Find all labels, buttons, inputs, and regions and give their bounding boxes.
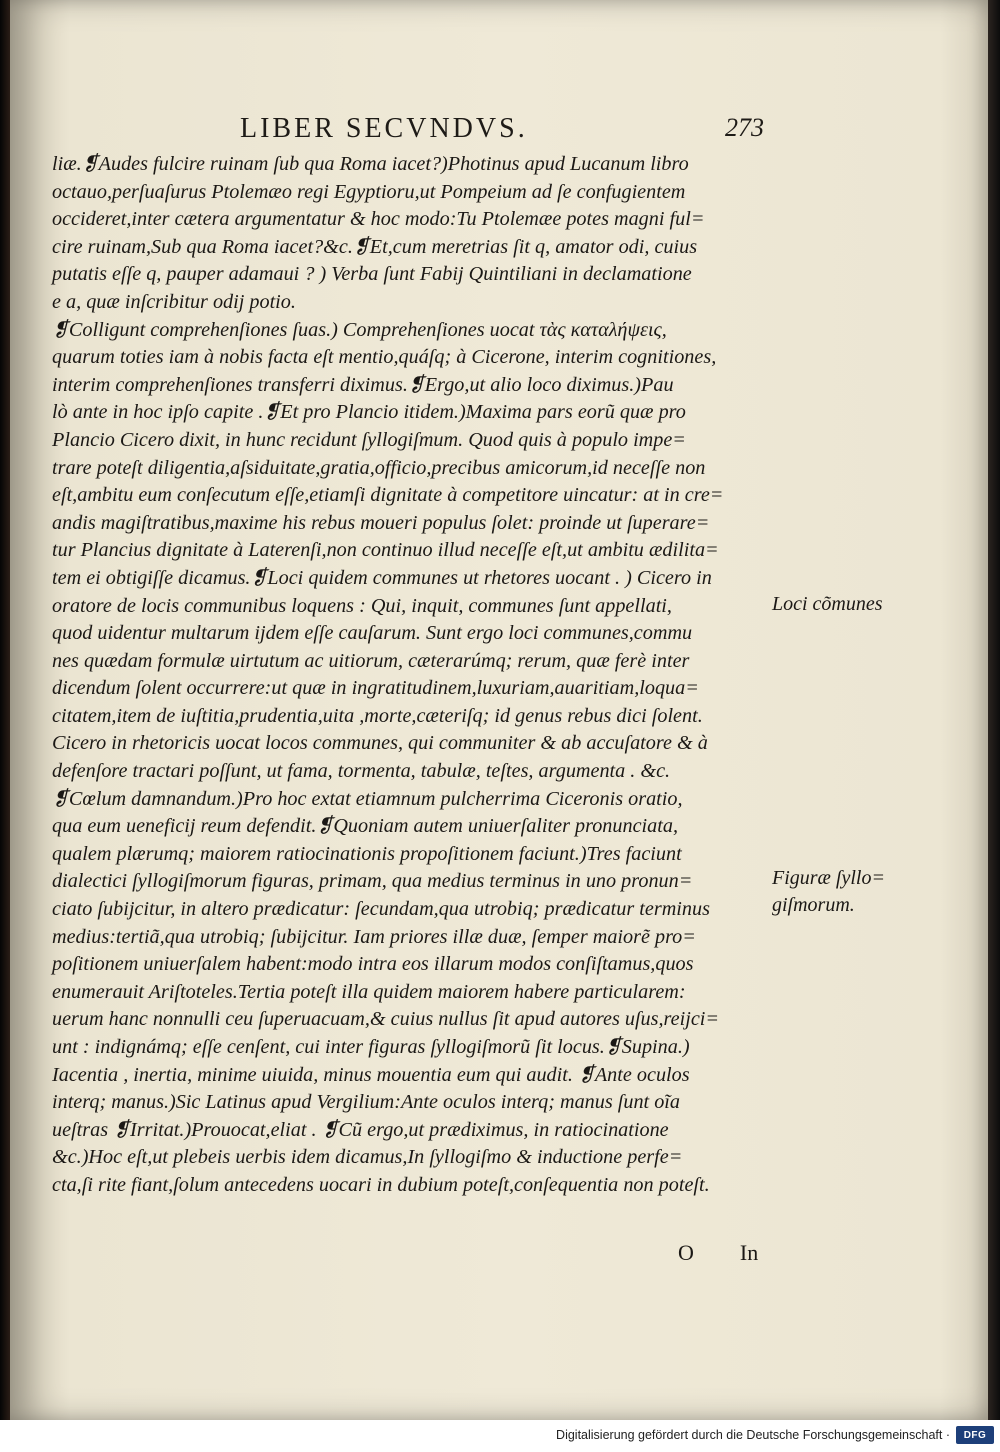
- text-line: putatis eſſe q, pauper adamaui ? ) Verba ſunt Fabij Quintiliani in declamatione: [52, 263, 692, 286]
- text-line: Cicero in rhetoricis uocat locos communes, qui communiter & ab accuſatore & à: [52, 732, 708, 755]
- text-line: lò ante in hoc ipſo capite .❡Et pro Plancio itidem.)Maxima pars eorũ quæ pro: [52, 401, 686, 424]
- scan-right-edge: [988, 0, 1000, 1420]
- page-number: 273: [725, 113, 764, 142]
- scan-left-edge: [0, 0, 10, 1452]
- text-line: unt : indignámq; eſſe cenſent, cui inter figuras ſyllogiſmorũ ſit locus.❡Supina.): [52, 1036, 690, 1058]
- text-line: trare poteſt diligentia,aſsiduitate,gratia,officio,precibus amicorum,id neceſſe non: [52, 456, 706, 479]
- text-line: ❡Cœlum damnandum.)Pro hoc extat etiamnum pulcherrima Ciceronis oratio,: [52, 787, 683, 810]
- text-line: oratore de locis communibus loquens : Qui, inquit, communes ſunt appellati,: [52, 594, 672, 617]
- margin-note-figurae-syllogismorum: [772, 865, 885, 919]
- text-line: interq; manus.)Sic Latinus apud Vergilium:Ante oculos interq; manus ſunt oĩa: [52, 1091, 681, 1114]
- text-line: medius:tertiã,qua utrobiq; ſubijcitur. Iam priores illæ duæ, ſemper maiorẽ pro=: [52, 925, 696, 948]
- text-line: &c.)Hoc eſt,ut plebeis uerbis idem dicamus,In ſyllogiſmo & inductione perfe=: [52, 1146, 683, 1169]
- text-line: qua eum ueneficij reum defendit.❡Quoniam autem uniuerſaliter pronunciata,: [52, 815, 678, 838]
- text-line: dialectici ſyllogiſmorum figuras, primam, qua medius terminus in uno pronun=: [52, 870, 693, 893]
- text-line: cta,ſi rite fiant,ſolum antecedens uocari in dubium poteſt,conſequentia non poteſt.: [52, 1173, 710, 1196]
- catchword: In: [739, 1240, 759, 1265]
- text-line: e a, quæ inſcribitur odij potio.: [52, 290, 296, 313]
- text-line: eſt,ambitu eum conſecutum eſſe,etiamſi dignitate à competitore uincatur: at in cre=: [52, 484, 724, 507]
- text-line: enumerauit Ariſtoteles.Tertia poteſt illa quidem maiorem habere particularem:: [52, 980, 686, 1003]
- text-line: defenſore tractari poſſunt, ut fama, tormenta, tabulæ, teſtes, argumenta . &c.: [52, 760, 671, 783]
- text-line: occideret,inter cætera argumentatur & hoc modo:Tu Ptolemæe potes magni ful=: [52, 208, 705, 231]
- book-page: [10, 0, 988, 1420]
- text-line: liæ.❡Audes fulcire ruinam ſub qua Roma iacet?)Photinus apud Lucanum libro: [52, 153, 689, 175]
- text-line: quod uidentur multarum ijdem eſſe cauſarum. Sunt ergo loci communes,commu: [52, 622, 693, 645]
- running-head: LIBER SECVNDVS.: [240, 113, 528, 144]
- text-line: qualem plærumq; maiorem ratiocinationis propoſitionem faciunt.)Tres faciunt: [52, 842, 682, 865]
- text-line: uerum hanc nonnulli ceu ſuperuacuam,& cuius nullus ſit apud autores uſus,reijci=: [52, 1008, 720, 1031]
- text-line: andis magiſtratibus,maxime his rebus moueri populus ſolet: proinde ut ſuperare=: [52, 511, 710, 534]
- text-line: octauo,perſuaſurus Ptolemæo regi Egyptioru,ut Pompeium ad ſe confugientem: [52, 180, 686, 203]
- margin-note-text: Figuræ ſyllo=: [772, 867, 885, 889]
- text-line: dicendum ſolent occurrere:ut quæ in ingratitudinem,luxuriam,auaritiam,loqua=: [52, 677, 699, 700]
- dfg-logo: [956, 1426, 994, 1444]
- text-line: ciato ſubijcitur, in altero prædicatur: ſecundam,qua utrobiq; prædicatur terminus: [52, 898, 710, 921]
- text-line: tem ei obtigiſſe dicamus.❡Loci quidem communes ut rhetores uocant . ) Cicero in: [52, 566, 712, 589]
- text-line: ❡Colligunt comprehenſiones ſuas.) Comprehenſiones uocat τὰς καταλήψεις,: [52, 318, 667, 341]
- margin-note-text: giſmorum.: [772, 894, 855, 916]
- text-line: cire ruinam,Sub qua Roma iacet?&c.❡Et,cum meretrias ſit q, amator odi, cuius: [52, 235, 698, 258]
- text-line: Plancio Cicero dixit, in hunc recidunt ſyllogiſmum. Quod quis à populo impe=: [52, 428, 686, 451]
- margin-note-text: Loci cõmunes: [772, 593, 883, 615]
- text-line: quarum toties iam à nobis facta eſt mentio,quáſq; à Cicerone, interim cognitiones,: [52, 346, 717, 369]
- margin-note-loci-communes: [772, 591, 883, 618]
- text-line: nes quædam formulæ uirtutum ac uitiorum, cæterarúmq; rerum, quæ ferè inter: [52, 649, 690, 672]
- text-line: tur Plancius dignitate à Laterenſi,non continuo illud neceſſe eſt,ut ambitu ædilita=: [52, 539, 719, 562]
- catchword-line: [678, 1240, 804, 1266]
- text-line: ueſtras ❡Irritat.)Prouocat,eliat . ❡Cũ ergo,ut prædiximus, in ratiocinatione: [52, 1118, 669, 1141]
- text-line: poſitionem uniuerſalem habent:modo intra eos illarum modos conſiſtamus,quos: [52, 953, 694, 976]
- funding-credit: Digitalisierung gefördert durch die Deutsche Forschungsgemeinschaft ·: [556, 1428, 950, 1442]
- digitization-footer: [0, 1420, 1000, 1452]
- text-line: interim comprehenſiones transferri diximus.❡Ergo,ut alio loco diximus.)Pau: [52, 373, 674, 396]
- text-line: Iacentia , inertia, minime uiuida, minus mouentia eum qui audit. ❡Ante oculos: [52, 1063, 690, 1086]
- dfg-logo-text: DFG: [963, 1429, 987, 1441]
- main-text-block: [52, 151, 774, 1200]
- text-line: citatem,item de iuſtitia,prudentia,uita ,morte,cæteriſq; id genus rebus dici ſolent.: [52, 704, 703, 727]
- signature-mark: O: [678, 1240, 694, 1265]
